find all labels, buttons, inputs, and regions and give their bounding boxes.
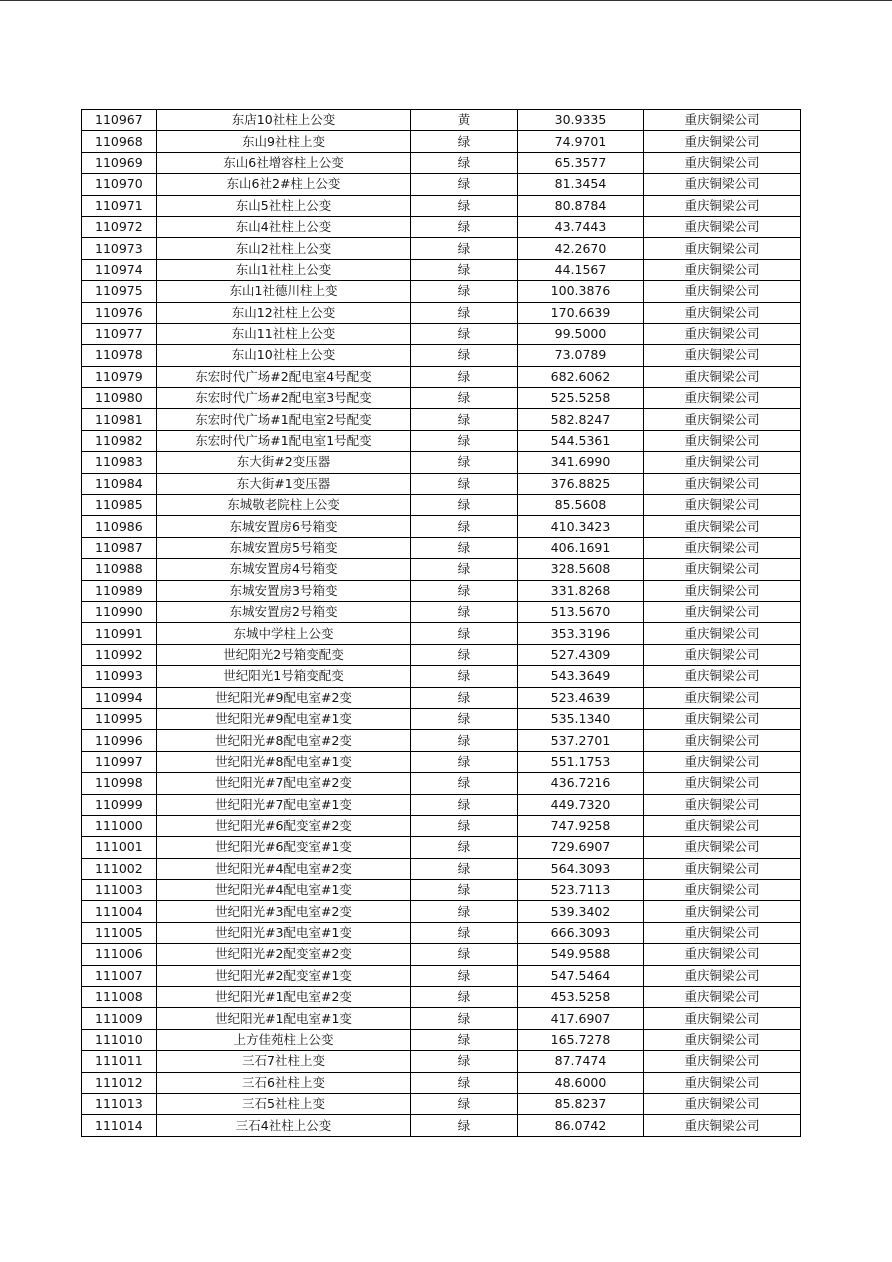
row-id-cell: 110974 xyxy=(82,259,157,280)
company-cell: 重庆铜梁公司 xyxy=(644,815,801,836)
value-cell: 85.8237 xyxy=(518,1093,644,1114)
company-cell: 重庆铜梁公司 xyxy=(644,858,801,879)
status-color-cell: 绿 xyxy=(411,238,518,259)
status-color-cell: 绿 xyxy=(411,858,518,879)
value-cell: 85.5608 xyxy=(518,495,644,516)
station-name-cell: 东山12社柱上公变 xyxy=(157,302,411,323)
value-cell: 87.7474 xyxy=(518,1051,644,1072)
company-cell: 重庆铜梁公司 xyxy=(644,131,801,152)
status-color-cell: 绿 xyxy=(411,430,518,451)
company-cell: 重庆铜梁公司 xyxy=(644,281,801,302)
status-color-cell: 绿 xyxy=(411,366,518,387)
table-row xyxy=(82,495,801,516)
company-cell: 重庆铜梁公司 xyxy=(644,730,801,751)
row-id-cell: 110999 xyxy=(82,794,157,815)
station-name-cell: 世纪阳光#9配电室#2变 xyxy=(157,687,411,708)
station-name-cell: 东山2社柱上公变 xyxy=(157,238,411,259)
station-name-cell: 东城安置房5号箱变 xyxy=(157,537,411,558)
table-row xyxy=(82,174,801,195)
row-id-cell: 111000 xyxy=(82,815,157,836)
table-row xyxy=(82,794,801,815)
status-color-cell: 绿 xyxy=(411,409,518,430)
table-row xyxy=(82,238,801,259)
table-row xyxy=(82,1093,801,1114)
table-row xyxy=(82,623,801,644)
company-cell: 重庆铜梁公司 xyxy=(644,1051,801,1072)
company-cell: 重庆铜梁公司 xyxy=(644,537,801,558)
station-name-cell: 东城安置房6号箱变 xyxy=(157,516,411,537)
station-name-cell: 世纪阳光#8配电室#1变 xyxy=(157,751,411,772)
table-row xyxy=(82,1051,801,1072)
company-cell: 重庆铜梁公司 xyxy=(644,516,801,537)
table-row xyxy=(82,880,801,901)
status-color-cell: 绿 xyxy=(411,751,518,772)
row-id-cell: 110969 xyxy=(82,152,157,173)
row-id-cell: 111007 xyxy=(82,965,157,986)
status-color-cell: 绿 xyxy=(411,794,518,815)
value-cell: 549.9588 xyxy=(518,944,644,965)
station-name-cell: 东大街#1变压器 xyxy=(157,473,411,494)
status-color-cell: 绿 xyxy=(411,259,518,280)
row-id-cell: 110998 xyxy=(82,773,157,794)
company-cell: 重庆铜梁公司 xyxy=(644,666,801,687)
station-name-cell: 东宏时代广场#1配电室2号配变 xyxy=(157,409,411,430)
status-color-cell: 绿 xyxy=(411,1093,518,1114)
company-cell: 重庆铜梁公司 xyxy=(644,922,801,943)
table-row xyxy=(82,430,801,451)
company-cell: 重庆铜梁公司 xyxy=(644,580,801,601)
row-id-cell: 110984 xyxy=(82,473,157,494)
row-id-cell: 110987 xyxy=(82,537,157,558)
station-name-cell: 世纪阳光#3配电室#1变 xyxy=(157,922,411,943)
row-id-cell: 110967 xyxy=(82,110,157,131)
station-name-cell: 世纪阳光#4配电室#2变 xyxy=(157,858,411,879)
value-cell: 328.5608 xyxy=(518,559,644,580)
value-cell: 582.8247 xyxy=(518,409,644,430)
company-cell: 重庆铜梁公司 xyxy=(644,1115,801,1136)
status-color-cell: 绿 xyxy=(411,687,518,708)
table-row xyxy=(82,837,801,858)
table-row xyxy=(82,345,801,366)
table-row xyxy=(82,708,801,729)
row-id-cell: 110994 xyxy=(82,687,157,708)
value-cell: 513.5670 xyxy=(518,601,644,622)
company-cell: 重庆铜梁公司 xyxy=(644,623,801,644)
value-cell: 42.2670 xyxy=(518,238,644,259)
status-color-cell: 绿 xyxy=(411,1051,518,1072)
company-cell: 重庆铜梁公司 xyxy=(644,174,801,195)
status-color-cell: 绿 xyxy=(411,559,518,580)
value-cell: 564.3093 xyxy=(518,858,644,879)
station-name-cell: 东店10社柱上公变 xyxy=(157,110,411,131)
value-cell: 48.6000 xyxy=(518,1072,644,1093)
row-id-cell: 111012 xyxy=(82,1072,157,1093)
table-row xyxy=(82,773,801,794)
table-row xyxy=(82,216,801,237)
table-row xyxy=(82,152,801,173)
company-cell: 重庆铜梁公司 xyxy=(644,323,801,344)
company-cell: 重庆铜梁公司 xyxy=(644,644,801,665)
row-id-cell: 111008 xyxy=(82,987,157,1008)
station-name-cell: 东城安置房3号箱变 xyxy=(157,580,411,601)
status-color-cell: 绿 xyxy=(411,131,518,152)
table-row xyxy=(82,281,801,302)
station-name-cell: 东城中学柱上公变 xyxy=(157,623,411,644)
row-id-cell: 110977 xyxy=(82,323,157,344)
table-row xyxy=(82,302,801,323)
value-cell: 165.7278 xyxy=(518,1029,644,1050)
status-color-cell: 绿 xyxy=(411,837,518,858)
company-cell: 重庆铜梁公司 xyxy=(644,1072,801,1093)
status-color-cell: 绿 xyxy=(411,987,518,1008)
company-cell: 重庆铜梁公司 xyxy=(644,880,801,901)
station-name-cell: 东山11社柱上公变 xyxy=(157,323,411,344)
table-row xyxy=(82,944,801,965)
table-row xyxy=(82,259,801,280)
station-name-cell: 东山9社柱上变 xyxy=(157,131,411,152)
row-id-cell: 111011 xyxy=(82,1051,157,1072)
status-color-cell: 绿 xyxy=(411,452,518,473)
value-cell: 65.3577 xyxy=(518,152,644,173)
value-cell: 535.1340 xyxy=(518,708,644,729)
table-row xyxy=(82,987,801,1008)
status-color-cell: 绿 xyxy=(411,1008,518,1029)
value-cell: 44.1567 xyxy=(518,259,644,280)
table-row xyxy=(82,1115,801,1136)
table-row xyxy=(82,323,801,344)
station-name-cell: 世纪阳光#1配电室#1变 xyxy=(157,1008,411,1029)
value-cell: 410.3423 xyxy=(518,516,644,537)
station-name-cell: 世纪阳光#7配电室#2变 xyxy=(157,773,411,794)
table-row xyxy=(82,751,801,772)
value-cell: 86.0742 xyxy=(518,1115,644,1136)
row-id-cell: 111002 xyxy=(82,858,157,879)
value-cell: 539.3402 xyxy=(518,901,644,922)
value-cell: 666.3093 xyxy=(518,922,644,943)
row-id-cell: 111005 xyxy=(82,922,157,943)
row-id-cell: 110996 xyxy=(82,730,157,751)
status-color-cell: 黄 xyxy=(411,110,518,131)
company-cell: 重庆铜梁公司 xyxy=(644,687,801,708)
table-row xyxy=(82,644,801,665)
company-cell: 重庆铜梁公司 xyxy=(644,152,801,173)
company-cell: 重庆铜梁公司 xyxy=(644,495,801,516)
value-cell: 747.9258 xyxy=(518,815,644,836)
company-cell: 重庆铜梁公司 xyxy=(644,216,801,237)
table-row xyxy=(82,388,801,409)
row-id-cell: 110993 xyxy=(82,666,157,687)
value-cell: 341.6990 xyxy=(518,452,644,473)
table-row xyxy=(82,131,801,152)
row-id-cell: 110970 xyxy=(82,174,157,195)
table-row xyxy=(82,815,801,836)
row-id-cell: 110997 xyxy=(82,751,157,772)
station-name-cell: 东山10社柱上公变 xyxy=(157,345,411,366)
table-row xyxy=(82,1072,801,1093)
status-color-cell: 绿 xyxy=(411,601,518,622)
value-cell: 537.2701 xyxy=(518,730,644,751)
table-row xyxy=(82,110,801,131)
table-row xyxy=(82,1008,801,1029)
value-cell: 436.7216 xyxy=(518,773,644,794)
row-id-cell: 110979 xyxy=(82,366,157,387)
company-cell: 重庆铜梁公司 xyxy=(644,1029,801,1050)
company-cell: 重庆铜梁公司 xyxy=(644,1093,801,1114)
row-id-cell: 110971 xyxy=(82,195,157,216)
station-name-cell: 世纪阳光2号箱变配变 xyxy=(157,644,411,665)
table-row xyxy=(82,559,801,580)
status-color-cell: 绿 xyxy=(411,152,518,173)
table-row xyxy=(82,601,801,622)
table-row xyxy=(82,366,801,387)
row-id-cell: 110988 xyxy=(82,559,157,580)
table-row xyxy=(82,537,801,558)
row-id-cell: 110983 xyxy=(82,452,157,473)
value-cell: 99.5000 xyxy=(518,323,644,344)
station-name-cell: 世纪阳光#4配电室#1变 xyxy=(157,880,411,901)
company-cell: 重庆铜梁公司 xyxy=(644,773,801,794)
station-name-cell: 东山1社柱上公变 xyxy=(157,259,411,280)
company-cell: 重庆铜梁公司 xyxy=(644,473,801,494)
company-cell: 重庆铜梁公司 xyxy=(644,559,801,580)
station-name-cell: 东宏时代广场#2配电室4号配变 xyxy=(157,366,411,387)
company-cell: 重庆铜梁公司 xyxy=(644,345,801,366)
company-cell: 重庆铜梁公司 xyxy=(644,794,801,815)
value-cell: 170.6639 xyxy=(518,302,644,323)
status-color-cell: 绿 xyxy=(411,901,518,922)
status-color-cell: 绿 xyxy=(411,281,518,302)
row-id-cell: 111010 xyxy=(82,1029,157,1050)
status-color-cell: 绿 xyxy=(411,666,518,687)
row-id-cell: 110980 xyxy=(82,388,157,409)
status-color-cell: 绿 xyxy=(411,773,518,794)
status-color-cell: 绿 xyxy=(411,495,518,516)
status-color-cell: 绿 xyxy=(411,644,518,665)
row-id-cell: 111006 xyxy=(82,944,157,965)
station-name-cell: 三石7社柱上变 xyxy=(157,1051,411,1072)
row-id-cell: 110986 xyxy=(82,516,157,537)
station-name-cell: 东宏时代广场#2配电室3号配变 xyxy=(157,388,411,409)
status-color-cell: 绿 xyxy=(411,708,518,729)
status-color-cell: 绿 xyxy=(411,516,518,537)
value-cell: 453.5258 xyxy=(518,987,644,1008)
station-name-cell: 东宏时代广场#1配电室1号配变 xyxy=(157,430,411,451)
table-row xyxy=(82,516,801,537)
value-cell: 376.8825 xyxy=(518,473,644,494)
status-color-cell: 绿 xyxy=(411,922,518,943)
company-cell: 重庆铜梁公司 xyxy=(644,259,801,280)
value-cell: 30.9335 xyxy=(518,110,644,131)
status-color-cell: 绿 xyxy=(411,880,518,901)
station-name-cell: 东山4社柱上公变 xyxy=(157,216,411,237)
company-cell: 重庆铜梁公司 xyxy=(644,901,801,922)
row-id-cell: 110992 xyxy=(82,644,157,665)
status-color-cell: 绿 xyxy=(411,174,518,195)
table-row xyxy=(82,922,801,943)
value-cell: 331.8268 xyxy=(518,580,644,601)
value-cell: 73.0789 xyxy=(518,345,644,366)
station-name-cell: 东山5社柱上公变 xyxy=(157,195,411,216)
row-id-cell: 111014 xyxy=(82,1115,157,1136)
row-id-cell: 110972 xyxy=(82,216,157,237)
station-name-cell: 东大街#2变压器 xyxy=(157,452,411,473)
row-id-cell: 110990 xyxy=(82,601,157,622)
company-cell: 重庆铜梁公司 xyxy=(644,302,801,323)
value-cell: 523.7113 xyxy=(518,880,644,901)
table-body xyxy=(82,110,801,1137)
table-row xyxy=(82,901,801,922)
status-color-cell: 绿 xyxy=(411,965,518,986)
table-row xyxy=(82,666,801,687)
status-color-cell: 绿 xyxy=(411,216,518,237)
value-cell: 682.6062 xyxy=(518,366,644,387)
station-name-cell: 三石4社柱上公变 xyxy=(157,1115,411,1136)
status-color-cell: 绿 xyxy=(411,580,518,601)
transformer-table xyxy=(81,109,801,1137)
status-color-cell: 绿 xyxy=(411,323,518,344)
company-cell: 重庆铜梁公司 xyxy=(644,987,801,1008)
row-id-cell: 110985 xyxy=(82,495,157,516)
row-id-cell: 110982 xyxy=(82,430,157,451)
station-name-cell: 世纪阳光#9配电室#1变 xyxy=(157,708,411,729)
status-color-cell: 绿 xyxy=(411,302,518,323)
row-id-cell: 110991 xyxy=(82,623,157,644)
row-id-cell: 110989 xyxy=(82,580,157,601)
company-cell: 重庆铜梁公司 xyxy=(644,452,801,473)
row-id-cell: 110995 xyxy=(82,708,157,729)
row-id-cell: 110973 xyxy=(82,238,157,259)
company-cell: 重庆铜梁公司 xyxy=(644,430,801,451)
value-cell: 449.7320 xyxy=(518,794,644,815)
row-id-cell: 111009 xyxy=(82,1008,157,1029)
station-name-cell: 世纪阳光#1配电室#2变 xyxy=(157,987,411,1008)
station-name-cell: 东山1社德川柱上变 xyxy=(157,281,411,302)
station-name-cell: 世纪阳光#2配变室#2变 xyxy=(157,944,411,965)
value-cell: 81.3454 xyxy=(518,174,644,195)
company-cell: 重庆铜梁公司 xyxy=(644,965,801,986)
row-id-cell: 110981 xyxy=(82,409,157,430)
row-id-cell: 110975 xyxy=(82,281,157,302)
station-name-cell: 世纪阳光1号箱变配变 xyxy=(157,666,411,687)
table-row xyxy=(82,409,801,430)
status-color-cell: 绿 xyxy=(411,1072,518,1093)
row-id-cell: 110968 xyxy=(82,131,157,152)
table-row xyxy=(82,858,801,879)
company-cell: 重庆铜梁公司 xyxy=(644,366,801,387)
row-id-cell: 110976 xyxy=(82,302,157,323)
company-cell: 重庆铜梁公司 xyxy=(644,195,801,216)
value-cell: 100.3876 xyxy=(518,281,644,302)
company-cell: 重庆铜梁公司 xyxy=(644,110,801,131)
value-cell: 525.5258 xyxy=(518,388,644,409)
row-id-cell: 111003 xyxy=(82,880,157,901)
station-name-cell: 世纪阳光#8配电室#2变 xyxy=(157,730,411,751)
station-name-cell: 世纪阳光#6配变室#2变 xyxy=(157,815,411,836)
company-cell: 重庆铜梁公司 xyxy=(644,751,801,772)
table-row xyxy=(82,687,801,708)
row-id-cell: 111001 xyxy=(82,837,157,858)
status-color-cell: 绿 xyxy=(411,1115,518,1136)
value-cell: 543.3649 xyxy=(518,666,644,687)
value-cell: 74.9701 xyxy=(518,131,644,152)
value-cell: 417.6907 xyxy=(518,1008,644,1029)
status-color-cell: 绿 xyxy=(411,388,518,409)
company-cell: 重庆铜梁公司 xyxy=(644,601,801,622)
station-name-cell: 东城安置房4号箱变 xyxy=(157,559,411,580)
value-cell: 551.1753 xyxy=(518,751,644,772)
status-color-cell: 绿 xyxy=(411,345,518,366)
station-name-cell: 上方佳苑柱上公变 xyxy=(157,1029,411,1050)
table-row xyxy=(82,730,801,751)
table-row xyxy=(82,965,801,986)
company-cell: 重庆铜梁公司 xyxy=(644,837,801,858)
table-row xyxy=(82,580,801,601)
company-cell: 重庆铜梁公司 xyxy=(644,409,801,430)
station-name-cell: 东山6社增容柱上公变 xyxy=(157,152,411,173)
status-color-cell: 绿 xyxy=(411,730,518,751)
value-cell: 43.7443 xyxy=(518,216,644,237)
status-color-cell: 绿 xyxy=(411,623,518,644)
station-name-cell: 三石6社柱上变 xyxy=(157,1072,411,1093)
value-cell: 80.8784 xyxy=(518,195,644,216)
status-color-cell: 绿 xyxy=(411,473,518,494)
station-name-cell: 东山6社2#柱上公变 xyxy=(157,174,411,195)
value-cell: 523.4639 xyxy=(518,687,644,708)
table-row xyxy=(82,1029,801,1050)
status-color-cell: 绿 xyxy=(411,195,518,216)
value-cell: 406.1691 xyxy=(518,537,644,558)
status-color-cell: 绿 xyxy=(411,537,518,558)
station-name-cell: 东城安置房2号箱变 xyxy=(157,601,411,622)
value-cell: 353.3196 xyxy=(518,623,644,644)
station-name-cell: 三石5社柱上变 xyxy=(157,1093,411,1114)
company-cell: 重庆铜梁公司 xyxy=(644,708,801,729)
station-name-cell: 世纪阳光#2配变室#1变 xyxy=(157,965,411,986)
row-id-cell: 110978 xyxy=(82,345,157,366)
value-cell: 527.4309 xyxy=(518,644,644,665)
value-cell: 547.5464 xyxy=(518,965,644,986)
value-cell: 544.5361 xyxy=(518,430,644,451)
status-color-cell: 绿 xyxy=(411,1029,518,1050)
value-cell: 729.6907 xyxy=(518,837,644,858)
status-color-cell: 绿 xyxy=(411,815,518,836)
row-id-cell: 111013 xyxy=(82,1093,157,1114)
station-name-cell: 世纪阳光#7配电室#1变 xyxy=(157,794,411,815)
station-name-cell: 世纪阳光#3配电室#2变 xyxy=(157,901,411,922)
company-cell: 重庆铜梁公司 xyxy=(644,238,801,259)
table-row xyxy=(82,195,801,216)
table-row xyxy=(82,452,801,473)
company-cell: 重庆铜梁公司 xyxy=(644,1008,801,1029)
row-id-cell: 111004 xyxy=(82,901,157,922)
company-cell: 重庆铜梁公司 xyxy=(644,944,801,965)
company-cell: 重庆铜梁公司 xyxy=(644,388,801,409)
status-color-cell: 绿 xyxy=(411,944,518,965)
table-row xyxy=(82,473,801,494)
station-name-cell: 世纪阳光#6配变室#1变 xyxy=(157,837,411,858)
station-name-cell: 东城敬老院柱上公变 xyxy=(157,495,411,516)
